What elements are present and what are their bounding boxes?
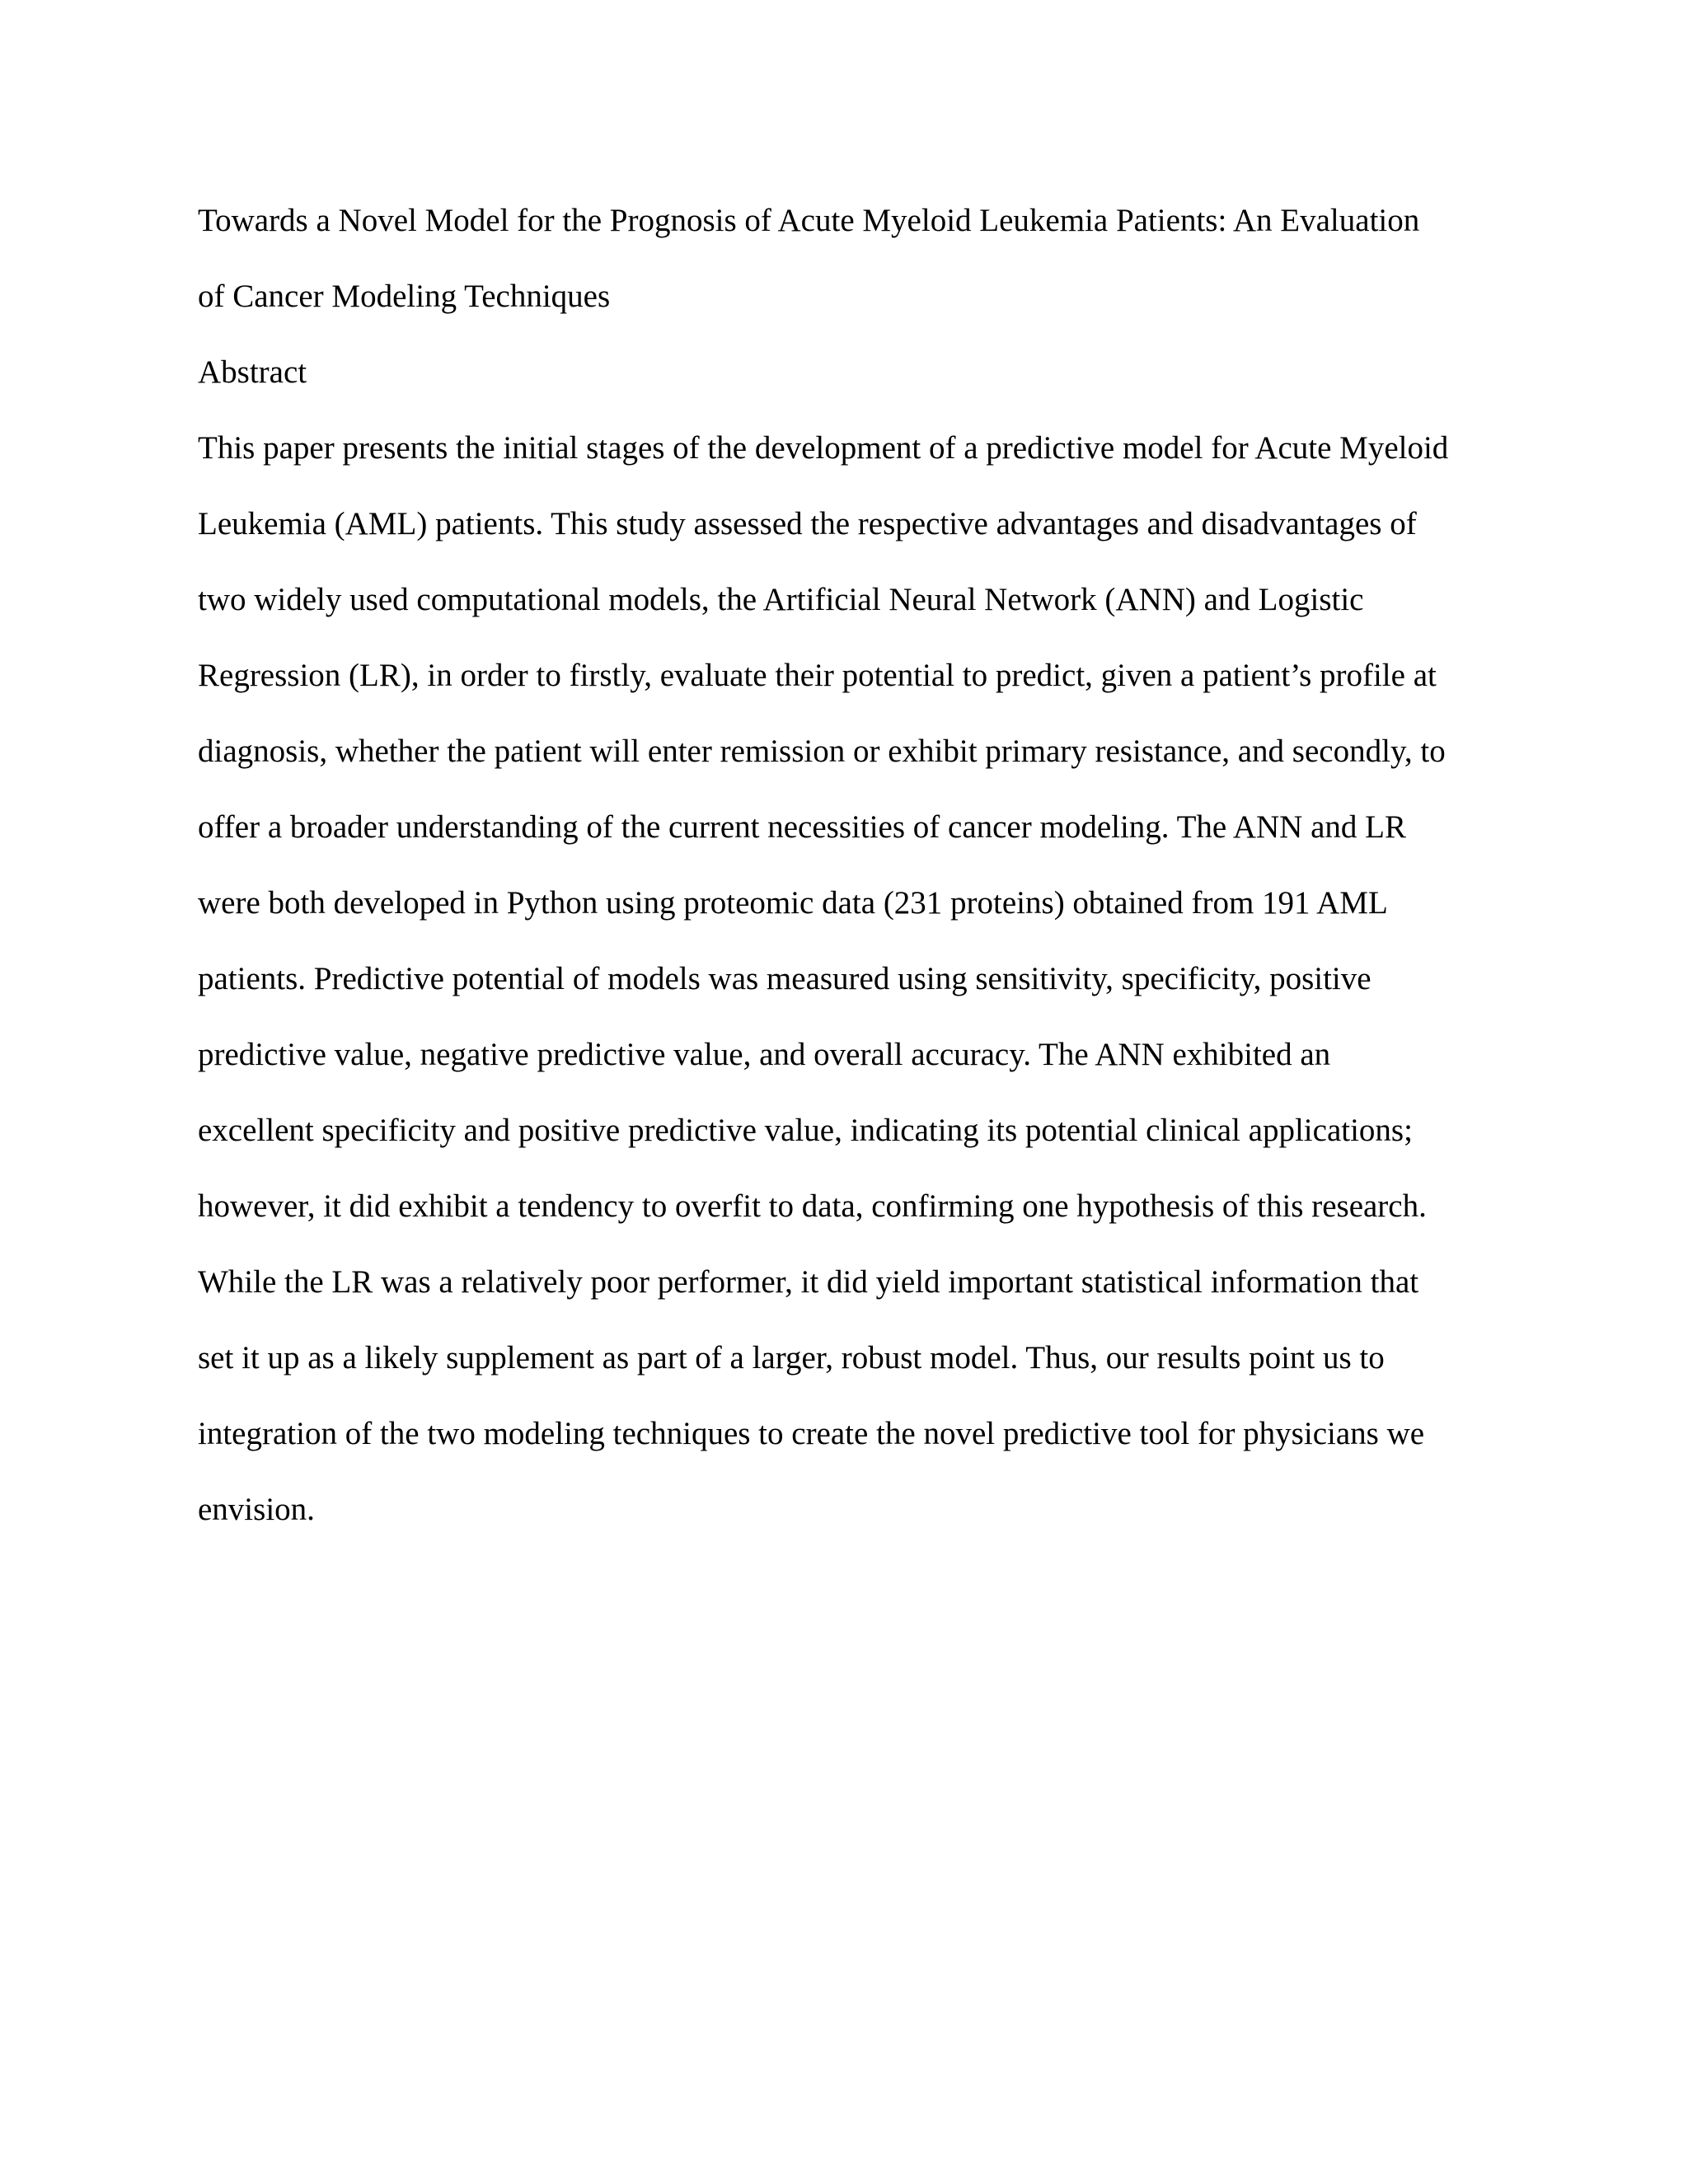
abstract-body [198, 410, 1500, 1548]
title-line: of Cancer Modeling Techniques [198, 279, 611, 314]
abstract-line: envision. [198, 1492, 315, 1527]
abstract-line: This paper presents the initial stages of the development of a predictive model for Acute Myeloid [198, 430, 1449, 466]
title-line: Towards a Novel Model for the Prognosis of Acute Myeloid Leukemia Patients: An Evaluation [198, 203, 1420, 238]
document-body [198, 183, 1500, 1548]
abstract-line: offer a broader understanding of the current necessities of cancer modeling. The ANN and LR [198, 809, 1406, 845]
abstract-line: Regression (LR), in order to firstly, evaluate their potential to predict, given a patient’s profile at [198, 658, 1437, 693]
abstract-line: were both developed in Python using proteomic data (231 proteins) obtained from 191 AML [198, 885, 1388, 921]
abstract-line: two widely used computational models, the Artificial Neural Network (ANN) and Logistic [198, 582, 1364, 617]
abstract-line: integration of the two modeling techniques to create the novel predictive tool for physicians we [198, 1416, 1425, 1451]
abstract-line: however, it did exhibit a tendency to overfit to data, confirming one hypothesis of this research. [198, 1188, 1427, 1224]
paper-title [198, 183, 1500, 335]
abstract-line: patients. Predictive potential of models was measured using sensitivity, specificity, positive [198, 961, 1372, 996]
abstract-line: predictive value, negative predictive value, and overall accuracy. The ANN exhibited an [198, 1037, 1331, 1072]
abstract-line: diagnosis, whether the patient will enter remission or exhibit primary resistance, and secondly, to [198, 733, 1446, 769]
abstract-heading: Abstract [198, 354, 307, 390]
abstract-line: Leukemia (AML) patients. This study assessed the respective advantages and disadvantages of [198, 506, 1417, 541]
abstract-line: excellent specificity and positive predictive value, indicating its potential clinical applications; [198, 1113, 1413, 1148]
abstract-line: While the LR was a relatively poor performer, it did yield important statistical information that [198, 1264, 1419, 1300]
abstract-line: set it up as a likely supplement as part of a larger, robust model. Thus, our results point us to [198, 1340, 1385, 1376]
